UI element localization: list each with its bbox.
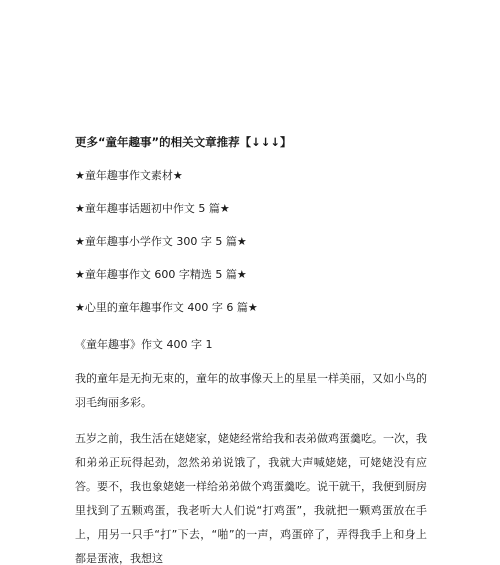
- essay-paragraph: 五岁之前，我生活在姥姥家，姥姥经常给我和表弟做鸡蛋羹吃。一次，我和弟弟正玩得起劲，忽然弟弟说饿了，我就大声喊姥姥，可姥姥没有应答。要不，我也象姥姥一样给弟弟做个鸡蛋羹吃。说干就干，我便到厨房里找到了五颗鸡蛋，我老听大人们说“打鸡蛋”，我就把一颗鸡蛋放在手上，用另一只手“打”下去，“啪”的一声，鸡蛋碎了，弄得我手上和身上都是蛋液，我想这: [75, 432, 427, 565]
- related-article-link[interactable]: ★童年趣事作文素材★: [75, 169, 183, 182]
- related-articles-heading: 更多“童年趣事”的相关文章推荐【↓↓↓】: [75, 135, 292, 149]
- related-article-link[interactable]: ★童年趣事话题初中作文 5 篇★: [75, 202, 230, 215]
- essay-paragraph: 我的童年是无拘无束的，童年的故事像天上的星星一样美丽，又如小鸟的羽毛绚丽多彩。: [75, 372, 427, 409]
- related-article-link[interactable]: ★童年趣事作文 600 字精选 5 篇★: [75, 268, 247, 281]
- essay-title: 《童年趣事》作文 400 字 1: [75, 338, 213, 351]
- related-article-link[interactable]: ★童年趣事小学作文 300 字 5 篇★: [75, 235, 247, 248]
- related-article-link[interactable]: ★心里的童年趣事作文 400 字 6 篇★: [75, 301, 258, 314]
- related-articles-list: [75, 167, 258, 332]
